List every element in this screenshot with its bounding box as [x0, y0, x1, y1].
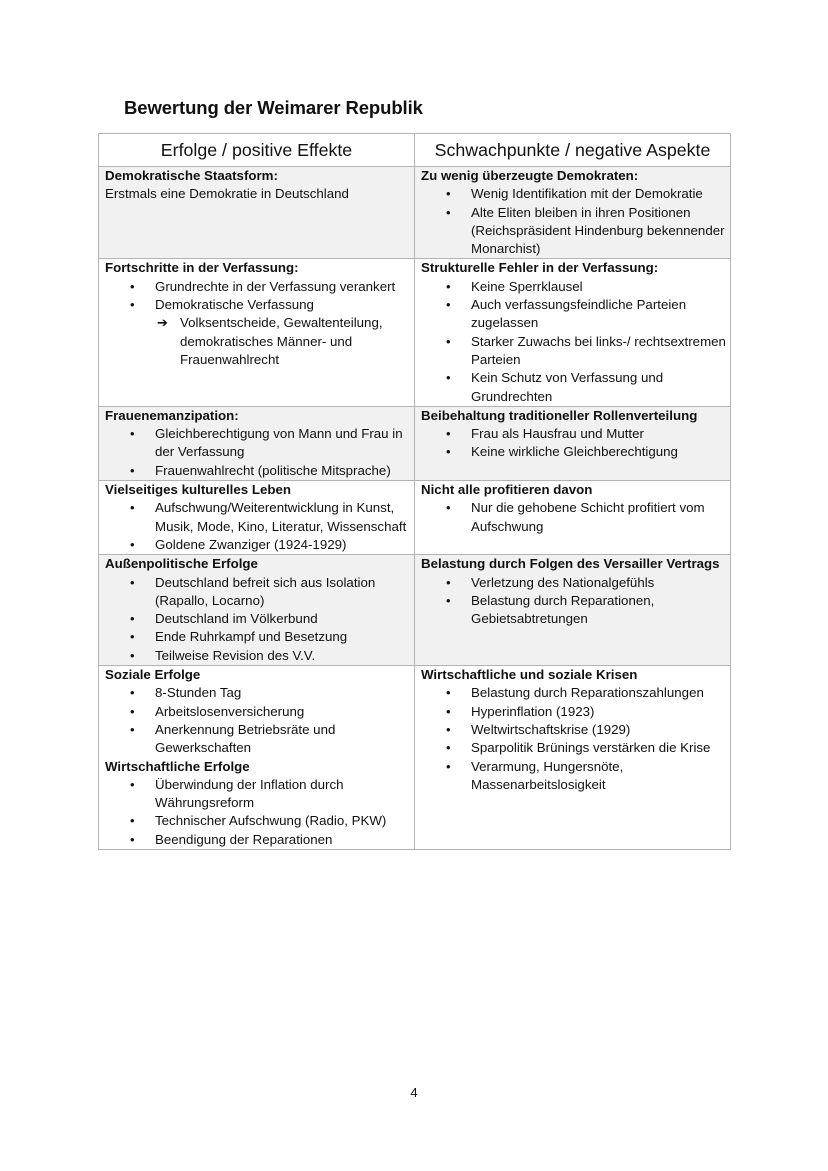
bullet-icon: • — [130, 721, 135, 737]
cell-positive — [99, 555, 415, 666]
list-item: • Überwindung der Inflation durch Währungsreform — [130, 776, 344, 811]
bullet-icon: • — [130, 462, 135, 478]
cell-text: Erstmals eine Demokratie in Deutschland — [105, 186, 349, 202]
cell-negative — [415, 259, 731, 406]
bullet-list — [421, 425, 730, 462]
list-item: • Kein Schutz von Verfassung und Grundrechten — [446, 370, 664, 404]
list-item: • Starker Zuwachs bei links-/ rechtsextremen Parteien — [446, 333, 726, 367]
list-item: • Keine wirkliche Gleichberechtigung — [421, 443, 730, 461]
bullet-icon: • — [130, 685, 135, 701]
list-item: • Frau als Hausfrau und Mutter — [421, 425, 730, 443]
bullet-list — [421, 684, 730, 794]
bullet-icon: • — [130, 426, 135, 442]
list-item: • Gleichberechtigung von Mann und Frau in der Verfassung — [130, 426, 403, 460]
bullet-icon: • — [130, 536, 135, 552]
table-row — [99, 259, 731, 406]
list-item: • Belastung durch Reparationen, Gebietsabtretungen — [446, 592, 655, 627]
bullet-list — [105, 278, 414, 315]
bullet-icon: • — [446, 500, 451, 516]
bullet-icon: • — [446, 186, 451, 202]
cell-heading: Soziale Erfolge — [105, 667, 201, 683]
list-item: • Arbeitslosenversicherung — [105, 703, 414, 721]
bullet-icon: • — [446, 758, 451, 774]
cell-heading: Demokratische Staatsform: — [105, 168, 278, 183]
list-item: • Grundrechte in der Verfassung verankert — [105, 278, 414, 296]
list-item: • Keine Sperrklausel — [421, 278, 730, 296]
arrow-note: ➔ Volksentscheide, Gewaltenteilung, demokratisches Männer- und Frauenwahlrecht — [157, 315, 383, 367]
bullet-icon: • — [130, 629, 135, 645]
bullet-icon: • — [446, 278, 451, 294]
list-item: • Ende Ruhrkampf und Besetzung — [105, 628, 414, 646]
bullet-list — [421, 499, 730, 536]
cell-heading: Belastung durch Folgen des Versailler Vertrags — [421, 556, 720, 572]
column-header-positive: Erfolge / positive Effekte — [99, 134, 415, 167]
table-row — [99, 406, 731, 480]
list-item: • Weltwirtschaftskrise (1929) — [421, 721, 730, 739]
table-row — [99, 481, 731, 555]
column-header-negative: Schwachpunkte / negative Aspekte — [415, 134, 731, 167]
table-row — [99, 555, 731, 666]
list-item: • Anerkennung Betriebsräte und Gewerkschaften — [130, 721, 336, 756]
bullet-list — [105, 684, 414, 757]
cell-positive — [99, 167, 415, 259]
list-item: • Demokratische Verfassung — [105, 296, 414, 314]
bullet-icon: • — [130, 574, 135, 590]
cell-heading: Fortschritte in der Verfassung: — [105, 260, 299, 276]
table-header-row — [99, 134, 731, 167]
list-item: • Deutschland befreit sich aus Isolation (Rapallo, Locarno) — [130, 574, 376, 608]
list-item: • Teilweise Revision des V.V. — [105, 647, 414, 665]
cell-heading: Frauenemanzipation: — [105, 407, 239, 423]
list-item: • Frauenwahlrecht (politische Mitsprache) — [105, 462, 414, 480]
list-item: • Auch verfassungsfeindliche Parteien zugelassen — [446, 297, 687, 331]
list-item: • Verarmung, Hungersnöte, Massenarbeitslosigkeit — [446, 758, 624, 792]
cell-negative — [415, 167, 731, 259]
cell-positive — [99, 259, 415, 406]
bullet-icon: • — [130, 297, 135, 313]
cell-heading: Nicht alle profitieren davon — [421, 482, 593, 498]
list-item: • Nur die gehobene Schicht profitiert vom Aufschwung — [446, 500, 705, 534]
bullet-icon: • — [446, 426, 451, 442]
bullet-icon: • — [446, 297, 451, 313]
page-number: 4 — [410, 1085, 418, 1100]
bullet-icon: • — [446, 721, 451, 737]
list-item: • Sparpolitik Brünings verstärken die Krise — [421, 739, 730, 757]
cell-heading: Strukturelle Fehler in der Verfassung: — [421, 260, 659, 276]
bullet-list — [421, 574, 730, 629]
list-item: • Alte Eliten bleiben in ihren Positionen (Reichspräsident Hindenburg bekennender Monarchist) — [446, 204, 725, 257]
bullet-icon: • — [130, 776, 135, 792]
cell-negative — [415, 406, 731, 480]
list-item: • Verletzung des Nationalgefühls — [421, 574, 730, 592]
bullet-icon: • — [446, 444, 451, 460]
bullet-list — [421, 278, 730, 406]
bullet-icon: • — [130, 703, 135, 719]
bullet-list — [105, 499, 414, 554]
cell-heading: Außenpolitische Erfolge — [105, 556, 258, 572]
bullet-list — [105, 425, 414, 480]
bullet-list — [421, 185, 730, 258]
bullet-list — [105, 574, 414, 665]
table-row — [99, 666, 731, 850]
evaluation-table — [98, 133, 731, 850]
bullet-icon: • — [446, 370, 451, 386]
cell-negative — [415, 481, 731, 555]
cell-heading: Beibehaltung traditioneller Rollenverteilung — [421, 407, 698, 423]
cell-subheading: Wirtschaftliche Erfolge — [105, 758, 250, 774]
list-item: • Deutschland im Völkerbund — [105, 610, 414, 628]
bullet-icon: • — [130, 500, 135, 516]
bullet-icon: • — [446, 333, 451, 349]
list-item: • 8-Stunden Tag — [105, 684, 414, 702]
bullet-icon: • — [130, 611, 135, 627]
cell-negative — [415, 666, 731, 850]
arrow-right-icon: ➔ — [157, 315, 168, 331]
bullet-icon: • — [130, 813, 135, 829]
cell-positive — [99, 666, 415, 850]
cell-negative — [415, 555, 731, 666]
document-title: Bewertung der Weimarer Republik — [124, 97, 423, 118]
list-item: • Beendigung der Reparationen — [105, 831, 414, 849]
cell-positive — [99, 406, 415, 480]
bullet-icon: • — [446, 740, 451, 756]
list-item: • Goldene Zwanziger (1924-1929) — [105, 536, 414, 554]
bullet-icon: • — [130, 278, 135, 294]
bullet-icon: • — [446, 574, 451, 590]
bullet-icon: • — [446, 685, 451, 701]
list-item: • Hyperinflation (1923) — [421, 703, 730, 721]
cell-heading: Vielseitiges kulturelles Leben — [105, 482, 291, 498]
list-item: • Wenig Identifikation mit der Demokratie — [421, 185, 730, 203]
bullet-icon: • — [446, 703, 451, 719]
bullet-list — [105, 776, 414, 849]
table-row — [99, 167, 731, 259]
bullet-icon: • — [446, 204, 451, 220]
list-item: • Aufschwung/Weiterentwicklung in Kunst, Musik, Mode, Kino, Literatur, Wissenschaft — [130, 500, 407, 534]
list-item: • Belastung durch Reparationszahlungen — [421, 684, 730, 702]
cell-positive — [99, 481, 415, 555]
bullet-icon: • — [446, 592, 451, 608]
bullet-icon: • — [130, 647, 135, 663]
bullet-icon: • — [130, 831, 135, 847]
cell-heading: Zu wenig überzeugte Demokraten: — [421, 168, 639, 183]
cell-heading: Wirtschaftliche und soziale Krisen — [421, 667, 638, 683]
list-item: • Technischer Aufschwung (Radio, PKW) — [105, 812, 414, 830]
